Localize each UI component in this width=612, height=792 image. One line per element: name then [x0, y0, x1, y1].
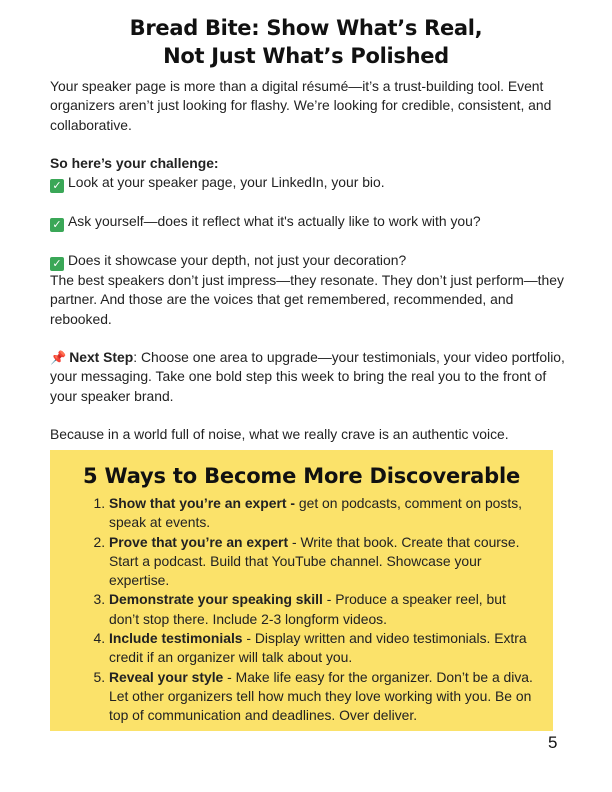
list-item-heading: Reveal your style	[109, 668, 224, 685]
discoverable-callout	[50, 450, 553, 731]
ways-list	[50, 494, 539, 726]
list-item	[109, 590, 539, 629]
article-body	[50, 77, 570, 444]
next-step-paragraph	[50, 348, 570, 406]
next-step-label: Next Step	[69, 349, 134, 366]
list-item	[109, 668, 539, 726]
check-icon: ✓	[50, 179, 64, 193]
callout-title: 5 Ways to Become More Discoverable	[82, 464, 521, 488]
closing-paragraph: Because in a world full of noise, what we really crave is an authentic voice.	[50, 425, 509, 442]
list-item-heading: Demonstrate your speaking skill	[109, 591, 323, 608]
list-item-text: - Write that book. Create that course. Start a podcast. Build that YouTube channel. Showcase your expertise.	[109, 533, 520, 589]
list-item	[109, 533, 539, 591]
list-item-text: - Make life easy for the organizer. Don’t be a diva. Let other organizers tell how much they love working with you. Be on top of communication and deadlines. Over deliver.	[109, 668, 533, 724]
check-item-text: Does it showcase your depth, not just your decoration?	[68, 252, 407, 269]
list-item-heading: Show that you’re an expert -	[109, 495, 296, 511]
title-line-1: Bread Bite: Show What’s Real,	[129, 16, 483, 40]
list-item-heading: Include testimonials	[109, 630, 243, 647]
check-item-1	[50, 173, 570, 193]
check-item-text: Ask yourself—does it reflect what it's actually like to work with you?	[68, 213, 481, 230]
pushpin-icon: 📌	[50, 350, 67, 366]
list-item-text: - Display written and video testimonials. Extra credit if an organizer will talk about you.	[109, 630, 527, 666]
page-number: 5	[548, 733, 558, 752]
check-icon: ✓	[50, 218, 64, 232]
check-item-3	[50, 251, 570, 271]
followup-paragraph: The best speakers don’t just impress—they resonate. They don’t just perform—they partner. And those are the voices that get remembered, recommended, and rebooked.	[50, 272, 564, 327]
check-icon: ✓	[50, 257, 64, 271]
list-item-heading: Prove that you’re an expert	[109, 533, 289, 550]
check-item-2	[50, 212, 570, 232]
title-line-2: Not Just What’s Polished	[163, 44, 449, 68]
page-title	[0, 14, 612, 70]
challenge-heading: So here’s your challenge:	[50, 154, 219, 171]
list-item-text: - Produce a speaker reel, but don’t stop there. Include 2-3 longform videos.	[109, 591, 506, 627]
list-item	[109, 494, 539, 533]
list-item	[109, 629, 539, 668]
intro-paragraph: Your speaker page is more than a digital résumé—it’s a trust-building tool. Event organizers aren’t just looking for flashy. We’re looking for credible, consistent, and collaborative.	[50, 78, 552, 133]
next-step-text: : Choose one area to upgrade—your testimonials, your video portfolio, your messaging. Take one bold step this week to bring the real you to the front of your speaker brand.	[50, 349, 565, 404]
list-item-text: get on podcasts, comment on posts, speak at events.	[109, 495, 523, 531]
check-item-text: Look at your speaker page, your LinkedIn, your bio.	[68, 174, 385, 191]
